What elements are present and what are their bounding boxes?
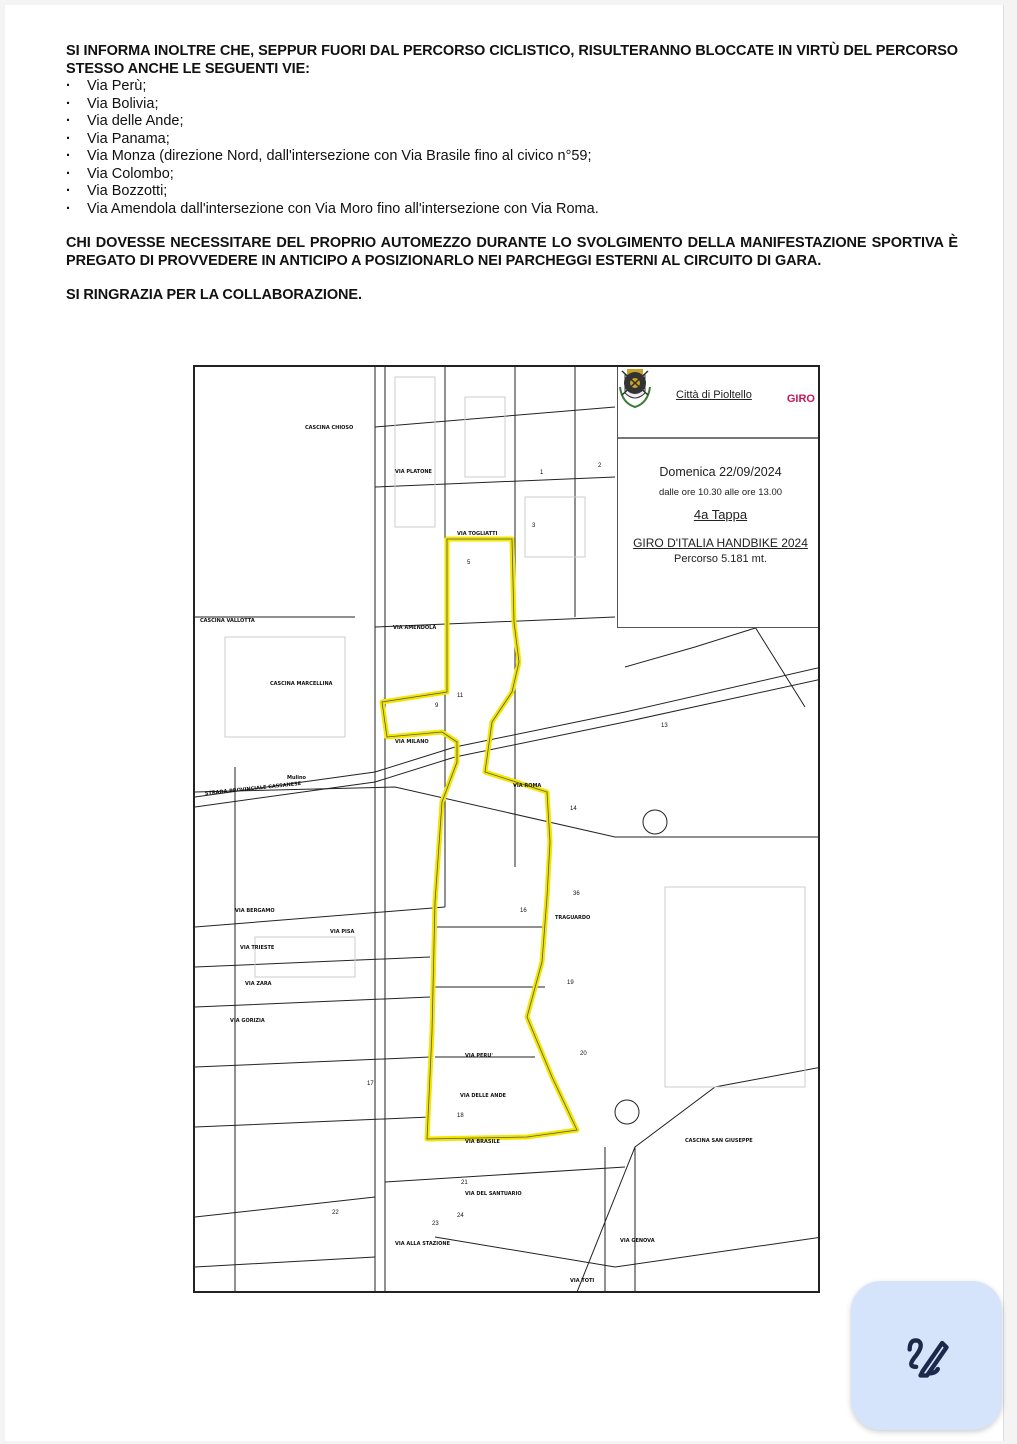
map-label: Mulino — [287, 775, 306, 781]
notice-intro: SI INFORMA INOLTRE CHE, SEPPUR FUORI DAL PERCORSO CICLISTICO, RISULTERANNO BLOCCATE IN VIRTÙ DEL PERCORSO STESSO ANCHE LE SEGUENTI VIE: — [66, 43, 958, 77]
route-map — [193, 365, 820, 1293]
handbike-logo-icon — [618, 367, 652, 397]
map-label: VIA ROMA — [513, 783, 542, 789]
map-label: CASCINA MARCELLINA — [270, 681, 333, 687]
notice-thanks: SI RINGRAZIA PER LA COLLABORAZIONE. — [66, 287, 362, 303]
map-label: VIA DEL SANTUARIO — [465, 1191, 522, 1197]
block-number: 1 — [540, 470, 544, 476]
block-number: 2 — [598, 463, 602, 469]
map-label: VIA BRASILE — [465, 1139, 500, 1145]
map-label: CASCINA SAN GIUSEPPE — [685, 1138, 753, 1144]
blocked-streets-list — [66, 78, 958, 218]
list-item: · Via Bolivia; — [66, 96, 958, 114]
notice-parking: CHI DOVESSE NECESSITARE DEL PROPRIO AUTOMEZZO DURANTE LO SVOLGIMENTO DELLA MANIFESTAZIONE SPORTIVA È PREGATO DI PROVVEDERE IN ANTICIPO A POSIZIONARLO NEI PARCHEGGI ESTERNI AL CIRCUITO DI GARA. — [66, 235, 958, 269]
map-label: VIA MILANO — [395, 739, 429, 745]
map-label: VIA DELLE ANDE — [460, 1093, 507, 1099]
giro-logo: GIRO — [786, 393, 815, 405]
list-item: · Via Monza (direzione Nord, dall'intersezione con Via Brasile fino al civico n°59; — [66, 148, 958, 166]
block-number: 20 — [580, 1051, 587, 1057]
block-number: 3 — [532, 523, 536, 529]
map-label: VIA AMENDOLA — [393, 625, 437, 631]
block-number: 36 — [573, 891, 580, 897]
event-name: GIRO D'ITALIA HANDBIKE 2024 — [633, 536, 808, 550]
map-label: STRADA PROVINCIALE CASSANESE — [204, 780, 302, 797]
city-name: Città di Pioltello — [676, 389, 752, 401]
map-label: CASCINA CHIOSO — [305, 425, 354, 431]
list-item: · Via delle Ande; — [66, 113, 958, 131]
event-date: Domenica 22/09/2024 — [659, 465, 782, 479]
block-number: 23 — [432, 1221, 439, 1227]
block-number: 18 — [457, 1113, 464, 1119]
map-label: VIA GENOVA — [620, 1238, 655, 1244]
route-distance: Percorso 5.181 mt. — [674, 553, 767, 565]
event-info-box — [617, 367, 820, 628]
list-item: · Via Bozzotti; — [66, 183, 958, 201]
map-label: VIA ALLA STAZIONE — [395, 1241, 451, 1247]
block-number: 16 — [520, 908, 527, 914]
block-number: 9 — [435, 703, 439, 709]
edit-fab-button[interactable] — [851, 1281, 1002, 1430]
map-label: VIA TOGLIATTI — [457, 531, 498, 537]
block-number: 13 — [661, 723, 668, 729]
pen-edit-icon — [901, 1330, 953, 1382]
map-label: VIA PLATONE — [395, 469, 432, 475]
map-label: CASCINA VALLOTTA — [200, 618, 255, 624]
event-time: dalle ore 10.30 alle ore 13.00 — [658, 487, 783, 498]
block-number: 19 — [567, 980, 574, 986]
list-item: · Via Amendola dall'intersezione con Via Moro fino all'intersezione con Via Roma. — [66, 201, 958, 219]
block-number: 22 — [332, 1210, 339, 1216]
list-item: · Via Colombo; — [66, 166, 958, 184]
block-number: 5 — [467, 560, 471, 566]
map-label: VIA ZARA — [245, 981, 272, 987]
map-label: VIA PISA — [330, 929, 355, 935]
block-number: 14 — [570, 806, 577, 812]
block-number: 24 — [457, 1213, 464, 1219]
block-number: 11 — [457, 693, 464, 699]
event-stage: 4a Tappa — [693, 507, 748, 522]
map-label: VIA TOTI — [570, 1278, 595, 1284]
map-label: TRAGUARDO — [555, 915, 591, 921]
map-label: VIA TRIESTE — [240, 945, 275, 951]
map-label: VIA BERGAMO — [235, 908, 275, 914]
list-item: · Via Panama; — [66, 131, 958, 149]
block-number: 21 — [461, 1180, 468, 1186]
notice-text — [66, 43, 958, 305]
block-number: 17 — [367, 1081, 374, 1087]
map-label: VIA GORIZIA — [230, 1018, 265, 1024]
list-item: · Via Perù; — [66, 78, 958, 96]
map-label: VIA PERU' — [465, 1053, 493, 1059]
